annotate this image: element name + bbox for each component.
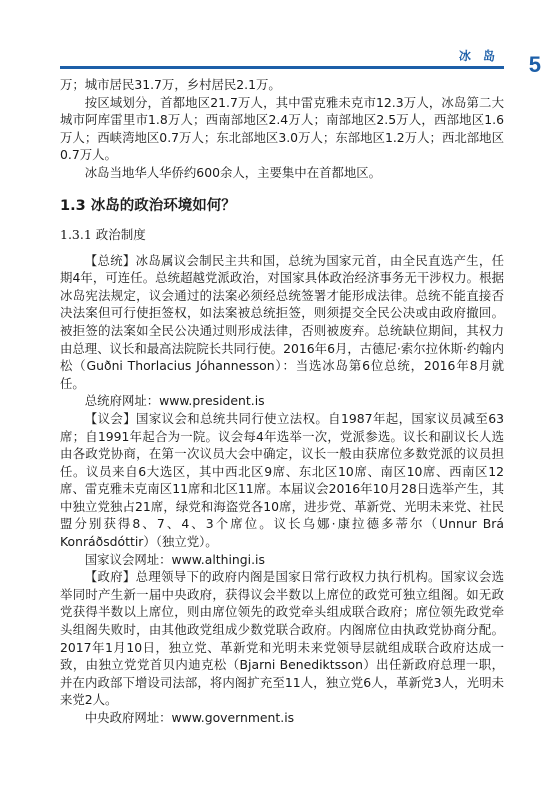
page-number: 5 — [528, 52, 541, 77]
header-rule — [60, 66, 504, 69]
parliament-url: 国家议会网址：www.althingi.is — [84, 551, 265, 567]
subsection-heading: 1.3.1 政治制度 — [60, 226, 146, 242]
section-heading: 1.3 冰岛的政治环境如何？ — [60, 197, 236, 214]
running-header-title: 冰 岛 — [458, 49, 499, 63]
government-url: 中央政府网址：www.government.is — [84, 710, 295, 725]
president-url: 总统府网址：www.president.is — [84, 393, 265, 409]
paragraph-population-continued: 万；城市居民31.7万，乡村居民2.1万。 — [60, 77, 281, 92]
paragraph-government — [60, 568, 504, 709]
president-text: 冰岛属议会制民主共和国，总统为国家元首，由全民直选产生，任期4年，可连任。总统超越党派政治，对国家具体政治经济事务无干涉权力。根据冰岛宪法规定，议会通过的法案必须经总统签署才能形成法律。总统不能直接否决法案但可行使拒签权，如法案被总统拒签，则须提交全民公决或由政府撤回。被拒签的法案如全民公决通过则形成法律，否则被废弃。总统缺位期间，其权力由总理、议长和最高法院院长共同行使。2016年6月，古德尼·索尔拉休斯·约翰内松（Guðni Thorlacius Jóhannesson）：当选冰岛第6位总统，2016年8月就任。 — [60, 252, 505, 391]
paragraph-overseas-chinese: 冰岛当地华人华侨约600余人，主要集中在首都地区。 — [84, 164, 382, 180]
government-text: 总理领导下的政府内阁是国家日常行政权力执行机构。国家议会选举同时产生新一届中央政府，获得议会半数以上席位的政党可独立组阁。如无政党获得半数以上席位，则由席位领先的政党牵头组成联合政府；席位领先政党牵头组阁失败时，由其他政党组成少数党联合政府。内阁席位由执政党协商分配。2017年1月10日，独立党、革新党和光明未来党领导层就组成联合政府达成一致，由独立党党首贝内迪克松（Bjarni Benediktsson）出任新政府总理一职，并在内政部下增设司法部，将内阁扩充至11人，独立党6人，革新党3人，光明未来党2人。 — [60, 569, 505, 708]
government-tag: 【政府】 — [84, 569, 136, 585]
page-content — [60, 76, 504, 727]
paragraph-president — [60, 252, 504, 393]
paragraph-parliament — [60, 410, 504, 551]
parliament-text: 国家议会和总统共同行使立法权。自1987年起，国家议员减至63席；自1991年起合为一院。议会每4年选举一次，党派参选。议长和副议长人选由各政党协商，在第一次议员大会中确定，议长一般由获席位多数党派的议员担任。议员来自6大选区，其中西北区9席、东北区10席、南区10席、西南区12席、雷克雅未克南区11席和北区11席。本届议会2016年10月28日选举产生，其中独立党独占21席，绿党和海盗党各10席，进步党、革新党、光明未来党、社民盟分别获得8、7、4、3个席位。议长乌娜·康拉德多蒂尔（Unnur Brá Konráðsdóttir）（独立党）。 — [60, 410, 504, 550]
president-tag: 【总统】 — [84, 252, 136, 268]
parliament-tag: 【议会】 — [84, 410, 137, 426]
paragraph-population-by-region: 按区域划分，首都地区21.7万人，其中雷克雅未克市12.3万人，冰岛第二大城市阿库雷里市1.8万人；西南部地区2.4万人；南部地区2.5万人，西部地区1.6万人；西峡湾地区0.7万人；东北部地区3.0万人；东部地区1.2万人；西北部地区0.7万人。 — [60, 94, 504, 163]
